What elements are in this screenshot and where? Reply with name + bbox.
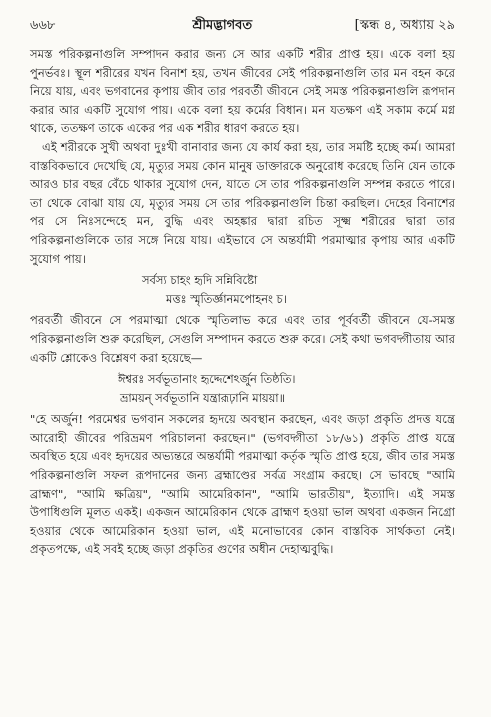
paragraph-1: সমস্ত পরিকল্পনাগুলি সম্পাদন করার জন্য সে আর একটি শরীর প্রাপ্ত হয়। একে বলা হয় পুনর্ভবঃ। স্থূল শরীরের যখন বিনাশ হয়, তখন জীবের সেই পরিকল্পনাগুলি তার মন বহন করে নিয়ে যায়, এবং ভগবানের কৃপায় জীব তার পরবর্তী জীবনে সেই সমস্ত পরিকল্পনাগুলি রূপদান করার আর একটি সুযোগ পায়। একে বলা হয় কর্মের বিধান। মন যতক্ষণ এই সকাম কর্মে মগ্ন থাকে, ততক্ষণ তাকে একের পর এক শরীর ধারণ করতে হয়। [30, 47, 455, 136]
verse-2-line-2: ভ্রাময়ন্ সর্বভূতানি যন্ত্রারূঢ়ানি মায়য়া॥ [120, 390, 286, 405]
verse-1-line-2: মত্তঃ স্মৃতির্জ্ঞানমপোহনং চ। [166, 291, 287, 306]
verse-1-line-1: সর্বস্য চাহং হৃদি সন্নিবিষ্টো [142, 273, 258, 288]
running-title: শ্রীমদ্ভাগবত [192, 18, 253, 33]
paragraph-2: এই শরীরকে সুখী অথবা দুঃখী বানাবার জন্য যে কার্য করা হয়, তার সমষ্টি হচ্ছে কর্ম। আমরা বাস্তবিকভাবে দেখেছি যে, মৃত্যুর সময় কোন মানুষ ডাক্তারকে অনুরোধ করেছে তিনি যেন তাকে আরও চার বছর বেঁচে থাকার সুযোগ দেন, যাতে সে তার পরিকল্পনাগুলি সম্পন্ন করতে পারে। তা থেকে বোঝা যায় যে, মৃত্যুর সময় সে তার পরিকল্পনাগুলি চিন্তা করছিল। দেহের বিনাশের পর সে নিঃসন্দেহে মন, বুদ্ধি এবং অহঙ্কার দ্বারা রচিত সূক্ষ্ম শরীরের দ্বারা তার পরিকল্পনাগুলিকে তার সঙ্গে নিয়ে যায়। এইভাবে সে অন্তর্যামী পরমাত্মার কৃপায় আর একটি সুযোগ পায়। [30, 139, 455, 266]
verse-2-line-1: ঈশ্বরঃ সর্বভূতানাং হৃদ্দেশেঽর্জুন তিষ্ঠতি। [118, 372, 296, 387]
page-header [30, 16, 455, 37]
verse-2 [30, 370, 455, 407]
paragraph-3: পরবর্তী জীবনে সে পরমাত্মা থেকে স্মৃতিলাভ করে এবং তার পূর্ববর্তী জীবনে যে-সমস্ত পরিকল্পনাগুলি শুরু করেছিল, সেগুলি সম্পাদন করতে শুরু করে। সেই কথা ভগবদ্গীতায় আর একটি শ্লোকেও বিশ্লেষণ করা হয়েছে— [30, 313, 455, 365]
chapter-reference: [স্কন্ধ ৪, অধ্যায় ২৯ [354, 18, 455, 33]
page-number: ৬৬৮ [30, 18, 56, 33]
paragraph-4: "হে অর্জুন! পরমেশ্বর ভগবান সকলের হৃদয়ে অবস্থান করছেন, এবং জড়া প্রকৃতি প্রদত্ত যন্ত্রে আরোহী জীবের পরিভ্রমণ পরিচালনা করছেন।" (ভগবদ্গীতা ১৮/৬১) প্রকৃতি প্রাপ্ত যন্ত্রে অবস্থিত হয়ে এবং হৃদয়ের অভ্যন্তরে অন্তর্যামী পরমাত্মা কর্তৃক স্মৃতি প্রাপ্ত হয়ে, জীব তার সমস্ত পরিকল্পনাগুলি সফল রূপদানের জন্য ব্রহ্মাণ্ডের সর্বত্র সংগ্রাম করছে। সে ভাবছে "আমি ব্রাহ্মণ", "আমি ক্ষত্রিয়", "আমি আমেরিকান", "আমি ভারতীয়", ইত্যাদি। এই সমস্ত উপাধিগুলি মূলত একই। একজন আমেরিকান থেকে ব্রাহ্মণ হওয়া ভাল অথবা একজন নিগ্রো হওয়ার থেকে আমেরিকান হওয়া ভাল, এই মনোভাবের কোন বাস্তবিক সার্থকতা নেই। প্রকৃতপক্ষে, এই সবই হচ্ছে জড়া প্রকৃতির গুণের অধীন দেহাত্মবুদ্ধি। [30, 412, 455, 557]
verse-1 [30, 271, 455, 308]
